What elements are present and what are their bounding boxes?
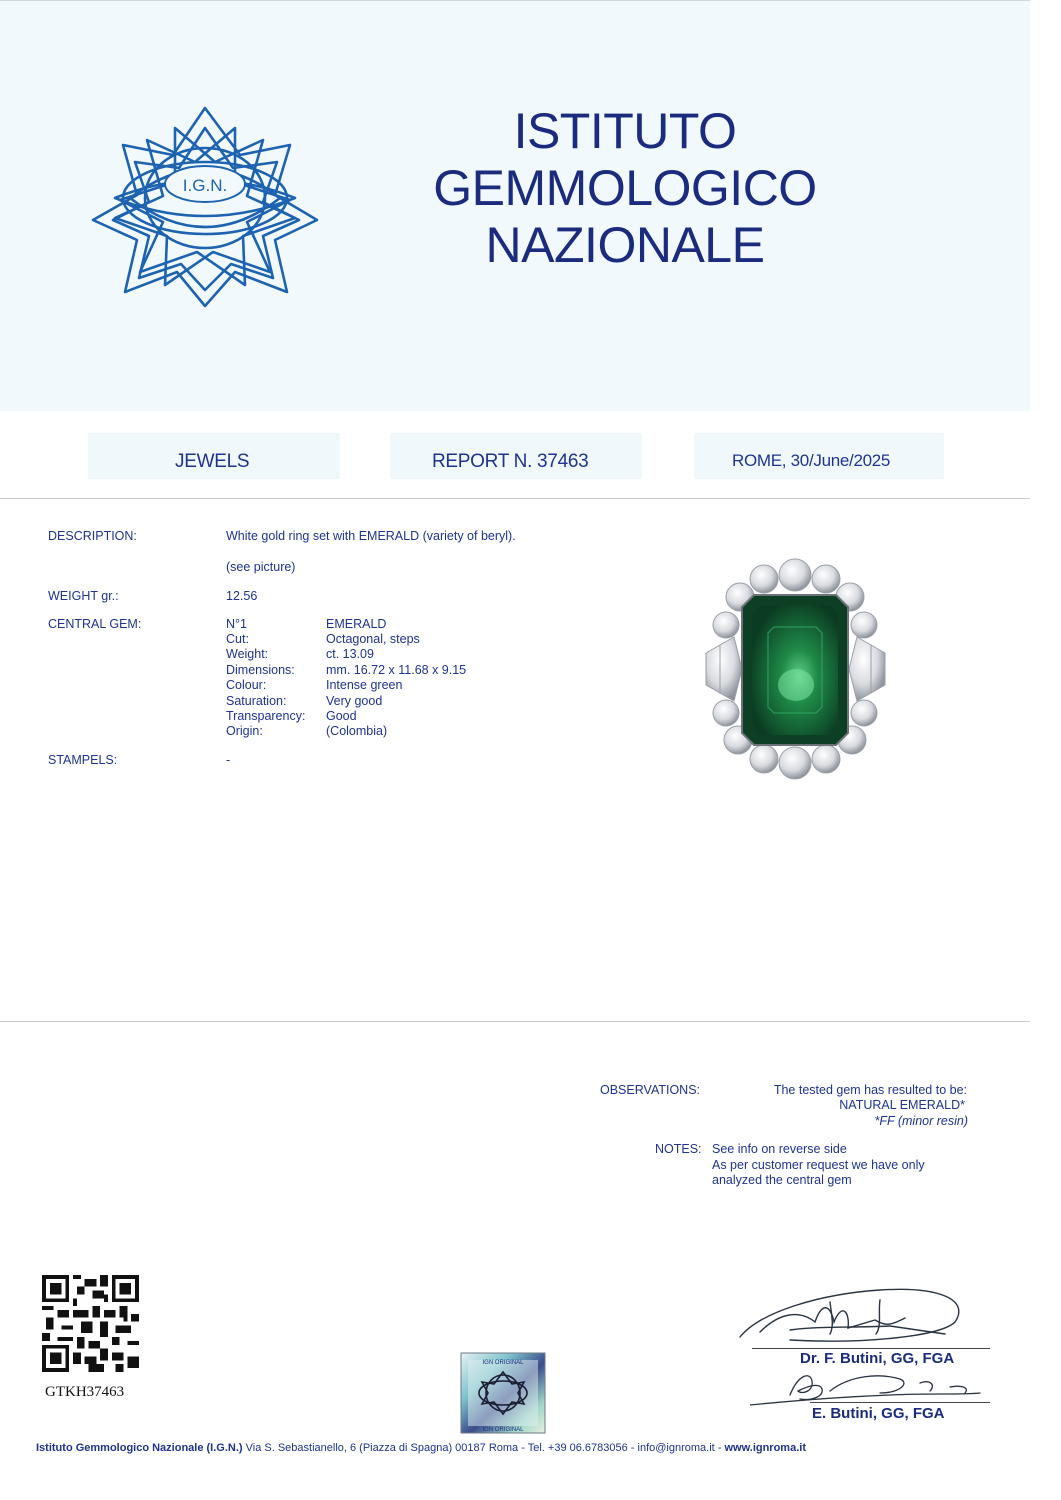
title-line-2: GEMMOLOGICO xyxy=(433,160,817,216)
seal-text-top: IGN ORIGINAL xyxy=(482,1360,524,1366)
gem-colour-key: Colour: xyxy=(226,678,267,692)
title-line-3: NAZIONALE xyxy=(485,217,765,273)
title-line-1: ISTITUTO xyxy=(513,103,737,159)
gem-number-value: EMERALD xyxy=(326,617,387,631)
gem-dimensions-value: mm. 16.72 x 11.68 x 9.15 xyxy=(326,663,467,677)
observations-label: OBSERVATIONS: xyxy=(600,1083,701,1097)
central-gem-label: CENTRAL GEM: xyxy=(48,617,142,631)
stampels-label: STAMPELS: xyxy=(48,753,118,767)
gem-transparency-key: Transparency: xyxy=(226,709,306,723)
gem-weight-key: Weight: xyxy=(226,647,269,661)
report-number: REPORT N. 37463 xyxy=(432,451,589,472)
logo-text: I.G.N. xyxy=(182,176,228,195)
gem-saturation-value: Very good xyxy=(326,694,383,708)
signatory-2: E. Butini, GG, FGA xyxy=(812,1405,945,1422)
ring-photo xyxy=(698,555,893,783)
stampels-value: - xyxy=(226,753,231,767)
gem-cut-key: Cut: xyxy=(226,632,249,646)
gem-cut-value: Octagonal, steps xyxy=(326,632,420,646)
signature-1 xyxy=(730,1282,1000,1352)
signatory-1: Dr. F. Butini, GG, FGA xyxy=(800,1350,955,1367)
seal-text-bottom: IGN ORIGINAL xyxy=(482,1427,524,1433)
notes-line-2: As per customer request we have only xyxy=(712,1158,925,1172)
gem-origin-value: (Colombia) xyxy=(326,724,388,738)
divider-top xyxy=(0,498,1030,499)
gem-transparency-value: Good xyxy=(326,709,357,723)
notes-label: NOTES: xyxy=(655,1142,702,1156)
observations-footnote: *FF (minor resin) xyxy=(874,1114,968,1128)
signature-2 xyxy=(750,1365,1000,1410)
qr-code xyxy=(42,1275,139,1372)
gem-weight-value: ct. 13.09 xyxy=(326,647,374,661)
signature-line-2 xyxy=(810,1402,990,1403)
qr-code-id: GTKH37463 xyxy=(45,1384,125,1400)
description-value: White gold ring set with EMERALD (variety of beryl). xyxy=(226,529,516,543)
weight-value: 12.56 xyxy=(226,589,258,603)
ign-logo xyxy=(85,100,325,312)
footer-address: Via S. Sebastianello, 6 (Piazza di Spagna) 00187 Roma - Tel. +39 06.6783056 - info@ignroma.it - xyxy=(245,1442,725,1454)
description-label: DESCRIPTION: xyxy=(48,529,137,543)
footer-org: Istituto Gemmologico Nazionale (I.G.N.) xyxy=(36,1442,243,1454)
notes-line-3: analyzed the central gem xyxy=(712,1173,852,1187)
institute-name xyxy=(395,103,855,274)
description-note: (see picture) xyxy=(226,560,296,574)
gem-dimensions-key: Dimensions: xyxy=(226,663,295,677)
footer xyxy=(36,1442,806,1454)
weight-label: WEIGHT gr.: xyxy=(48,589,119,603)
report-date: ROME, 30/June/2025 xyxy=(732,451,891,470)
signature-line-1 xyxy=(752,1348,990,1349)
gem-saturation-key: Saturation: xyxy=(226,694,287,708)
gem-colour-value: Intense green xyxy=(326,678,403,692)
report-category: JEWELS xyxy=(175,451,250,472)
gem-number-key: N°1 xyxy=(226,617,247,631)
hologram-seal xyxy=(460,1352,546,1434)
observations-line-1: The tested gem has resulted to be: xyxy=(773,1083,967,1097)
divider-bottom xyxy=(0,1021,1030,1022)
emerald-stone xyxy=(742,595,848,745)
observations-result: NATURAL EMERALD* xyxy=(839,1098,965,1112)
gem-origin-key: Origin: xyxy=(226,724,263,738)
notes-line-1: See info on reverse side xyxy=(712,1142,847,1156)
footer-website[interactable]: www.ignroma.it xyxy=(724,1442,806,1454)
